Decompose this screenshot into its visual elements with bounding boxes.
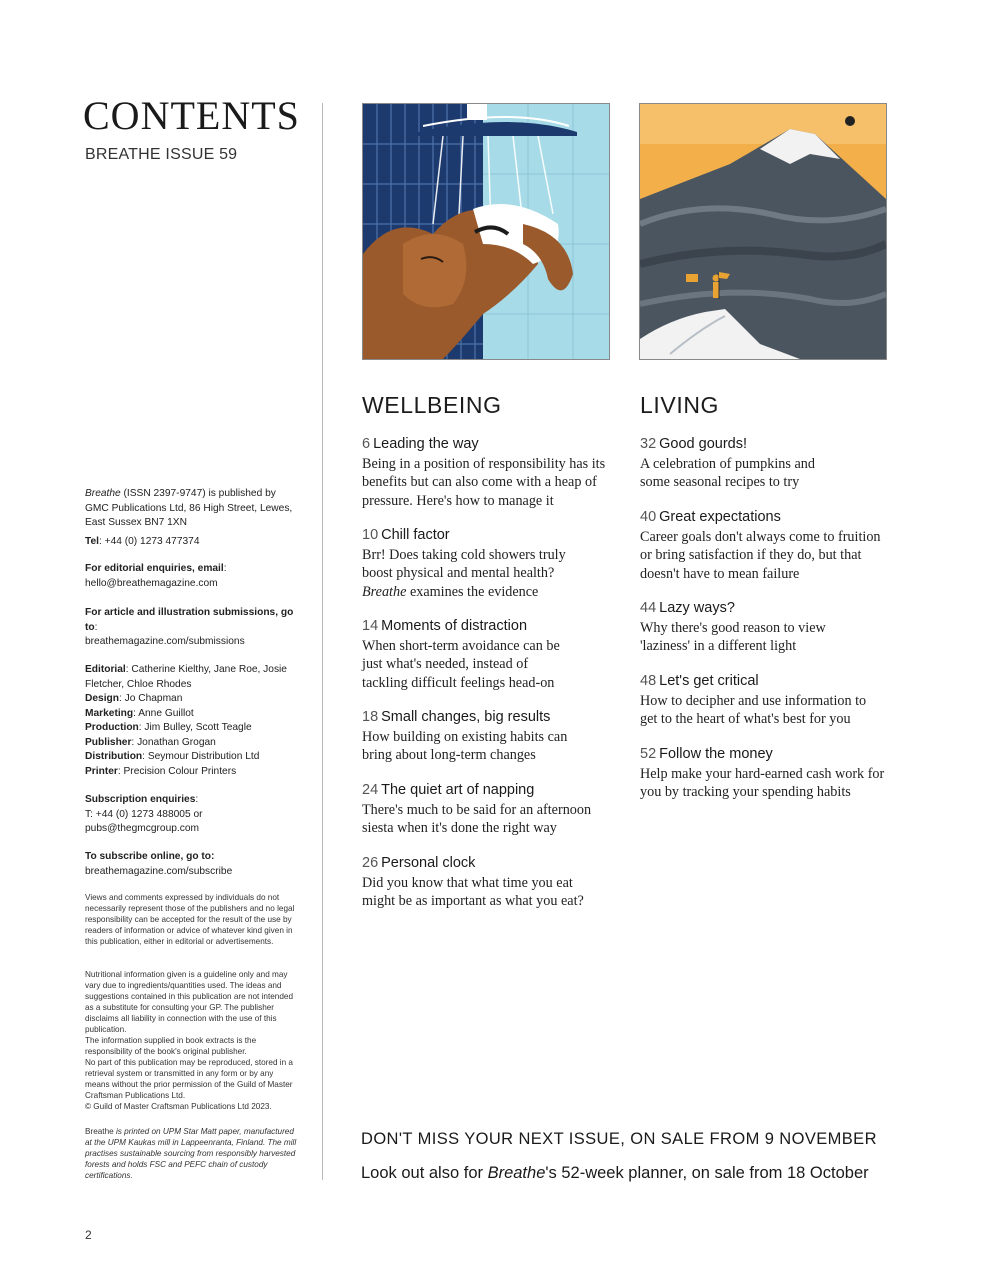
toc-title: Lazy ways? — [659, 600, 735, 616]
credit-label: Marketing — [85, 707, 134, 719]
toc-title: Leading the way — [373, 436, 479, 452]
toc-entry[interactable] — [640, 672, 885, 729]
toc-page-number: 24 — [362, 782, 379, 798]
toc-page-number: 40 — [640, 509, 657, 525]
paper-notice — [85, 1126, 300, 1181]
brand-name: Breathe — [362, 583, 407, 600]
toc-entry[interactable] — [362, 617, 572, 692]
disclaimer-legal — [85, 969, 300, 1112]
planner-promo — [361, 1164, 869, 1183]
toc-entry[interactable] — [362, 708, 587, 765]
credit-row — [85, 663, 300, 692]
tel-value: : +44 (0) 1273 477374 — [98, 535, 200, 547]
page-number: 2 — [85, 1228, 92, 1242]
toc-page-number: 52 — [640, 746, 657, 762]
credit-value: : Jonathan Grogan — [131, 736, 216, 748]
subscribe-online — [85, 850, 300, 879]
disclaimer-reproduction: No part of this publication may be reproduced, stored in a retrieval system or transmitted in any form or by any means without the prior permission of the Guild of Master Craftsman Publications Ltd. — [85, 1058, 293, 1100]
credit-row — [85, 765, 300, 780]
toc-entry[interactable] — [362, 526, 577, 601]
editorial-label: For editorial enquiries, email — [85, 563, 224, 574]
credit-value: : Jim Bulley, Scott Teagle — [138, 722, 252, 733]
toc-entry[interactable] — [640, 745, 885, 802]
toc-description: Help make your hard-earned cash work for you by tracking your spending habits — [640, 766, 885, 801]
toc-title: The quiet art of napping — [381, 782, 535, 798]
toc-title: Let's get critical — [659, 673, 759, 689]
subscription-email[interactable]: pubs@thegmcgroup.com — [85, 823, 199, 834]
toc-entry[interactable] — [362, 435, 622, 510]
credit-label: Distribution — [85, 751, 143, 762]
credit-value: : Jo Chapman — [118, 693, 183, 704]
toc-page-number: 48 — [640, 673, 657, 689]
credit-label: Printer — [85, 765, 118, 777]
toc-title: Chill factor — [381, 527, 450, 543]
publisher-text: (ISSN 2397-9747) is published by GMC Publications Ltd, 86 High Street, Lewes, East Sussex BN7 1XN — [85, 488, 293, 528]
credit-row — [85, 721, 300, 736]
toc-description: How building on existing habits can bring about long-term changes — [362, 729, 568, 764]
mountain-illustration — [639, 103, 887, 360]
toc-title: Moments of distraction — [381, 618, 528, 634]
next-issue-banner: DON'T MISS YOUR NEXT ISSUE, ON SALE FROM 9 NOVEMBER — [361, 1130, 877, 1148]
toc-title: Small changes, big results — [381, 709, 551, 725]
toc-description: How to decipher and use information to get to the heart of what's best for you — [640, 693, 867, 728]
toc-entry[interactable] — [640, 599, 855, 656]
copyright: © Guild of Master Craftsman Publications Ltd 2023. — [85, 1102, 272, 1111]
paper-text: is printed on UPM Star Matt paper, manufactured at the UPM Kaukas mill in Lappeenranta, Finland. The mill practises sustainable sourcing from responsibly harvested forests and holds FSC and PEFC chain of custody certifications. — [85, 1127, 297, 1180]
toc-description: Career goals don't always come to fruition or bring satisfaction if they do, but that doesn't have to mean failure — [640, 529, 881, 582]
toc-title: Good gourds! — [659, 436, 748, 452]
issue-label: BREATHE ISSUE 59 — [85, 146, 238, 163]
toc-page-number: 18 — [362, 709, 379, 725]
editorial-email[interactable]: hello@breathemagazine.com — [85, 577, 218, 589]
credit-label: Design — [85, 693, 119, 704]
toc-description: When short-term avoidance can be just what's needed, instead of tackling difficult feelings head-on — [362, 638, 560, 691]
subscribe-label: To subscribe online, go to: — [85, 851, 215, 862]
toc-description-text: examines the evidence — [406, 583, 539, 600]
subscription-contact — [85, 793, 300, 837]
editorial-colon: : — [223, 563, 227, 574]
toc-entry[interactable] — [362, 781, 607, 838]
toc-description: A celebration of pumpkins and some seasonal recipes to try — [640, 456, 815, 491]
credit-label: Editorial — [85, 664, 126, 675]
planner-text: Look out also for — [361, 1164, 488, 1182]
toc-description: Being in a position of responsibility has its benefits but can also come with a heap of pressure. Here's how to manage it — [362, 456, 606, 509]
credit-row — [85, 707, 300, 722]
submissions-colon: : — [94, 621, 98, 633]
toc-entry[interactable] — [640, 435, 840, 492]
toc-title: Great expectations — [659, 509, 781, 525]
submissions-label: For article and illustration submissions, go to — [85, 607, 294, 633]
toc-description: Why there's good reason to view 'laziness' in a different light — [640, 620, 826, 655]
toc-title: Follow the money — [659, 746, 773, 762]
toc-page-number: 14 — [362, 618, 379, 634]
toc-page-number: 26 — [362, 855, 379, 871]
toc-entry[interactable] — [640, 508, 890, 583]
brand-name: Breathe — [487, 1164, 546, 1182]
subscription-label: Subscription enquiries — [85, 794, 196, 805]
credit-row — [85, 692, 300, 707]
toc-entry[interactable] — [362, 854, 607, 911]
credit-value: : Precision Colour Printers — [117, 765, 237, 777]
credit-label: Publisher — [85, 736, 132, 748]
tel-label: Tel — [85, 535, 99, 547]
submissions-url[interactable]: breathemagazine.com/submissions — [85, 636, 245, 647]
planner-text: 's 52-week planner, on sale from 18 October — [545, 1164, 869, 1182]
toc-description — [362, 546, 577, 601]
toc-page-number: 44 — [640, 600, 657, 616]
toc-page-number: 10 — [362, 527, 379, 543]
mountain-illustration-svg — [640, 104, 886, 359]
credits-list — [85, 663, 300, 779]
toc-description: There's much to be said for an afternoon siesta when it's done the right way — [362, 802, 592, 837]
column-divider — [322, 103, 323, 1180]
paper-brand: Breathe — [85, 1127, 114, 1136]
publisher-info — [85, 487, 300, 549]
toc-description: Did you know that what time you eat might be as important as what you eat? — [362, 875, 584, 910]
toc-page-number: 6 — [362, 436, 371, 452]
shower-illustration — [362, 103, 610, 360]
disclaimer-nutrition: Nutritional information given is a guideline only and may vary due to ingredients/quantities used. The ideas and suggestions contained in this publication are not intended as a substitute for consulting your GP. The publisher disclaims all liability in connection with the use of this publication. — [85, 970, 294, 1034]
toc-title: Personal clock — [381, 855, 476, 871]
page-title: CONTENTS — [83, 93, 300, 138]
subscription-colon: : — [195, 794, 199, 805]
subscription-phone: T: +44 (0) 1273 488005 or — [85, 808, 203, 820]
toc-description-text: Brr! Does taking cold showers truly boost physical and mental health? — [362, 547, 566, 582]
brand-name: Breathe — [85, 488, 121, 499]
shower-illustration-svg — [363, 104, 609, 359]
credit-row — [85, 736, 300, 751]
section-heading-living: LIVING — [640, 392, 720, 418]
toc-page-number: 32 — [640, 436, 657, 452]
credit-row — [85, 750, 300, 765]
editorial-contact — [85, 562, 300, 591]
submissions-contact — [85, 606, 300, 650]
disclaimer-extracts: The information supplied in book extracts is the responsibility of the book's original publisher. — [85, 1036, 257, 1056]
credit-value: : Anne Guillot — [133, 707, 194, 719]
subscribe-url[interactable]: breathemagazine.com/subscribe — [85, 865, 233, 877]
disclaimer-views: Views and comments expressed by individuals do not necessarily represent those of the publishers and no legal responsibility can be accepted for the result of the use by readers of information or advice of whatever kind given in this publication, either in editorial or advertisements. — [85, 893, 295, 946]
credit-value: : Catherine Kielthy, Jane Roe, Josie Fletcher, Chloe Rhodes — [85, 664, 287, 690]
section-heading-wellbeing: WELLBEING — [362, 392, 502, 418]
credit-label: Production — [85, 722, 139, 733]
credit-value: : Seymour Distribution Ltd — [142, 751, 260, 762]
